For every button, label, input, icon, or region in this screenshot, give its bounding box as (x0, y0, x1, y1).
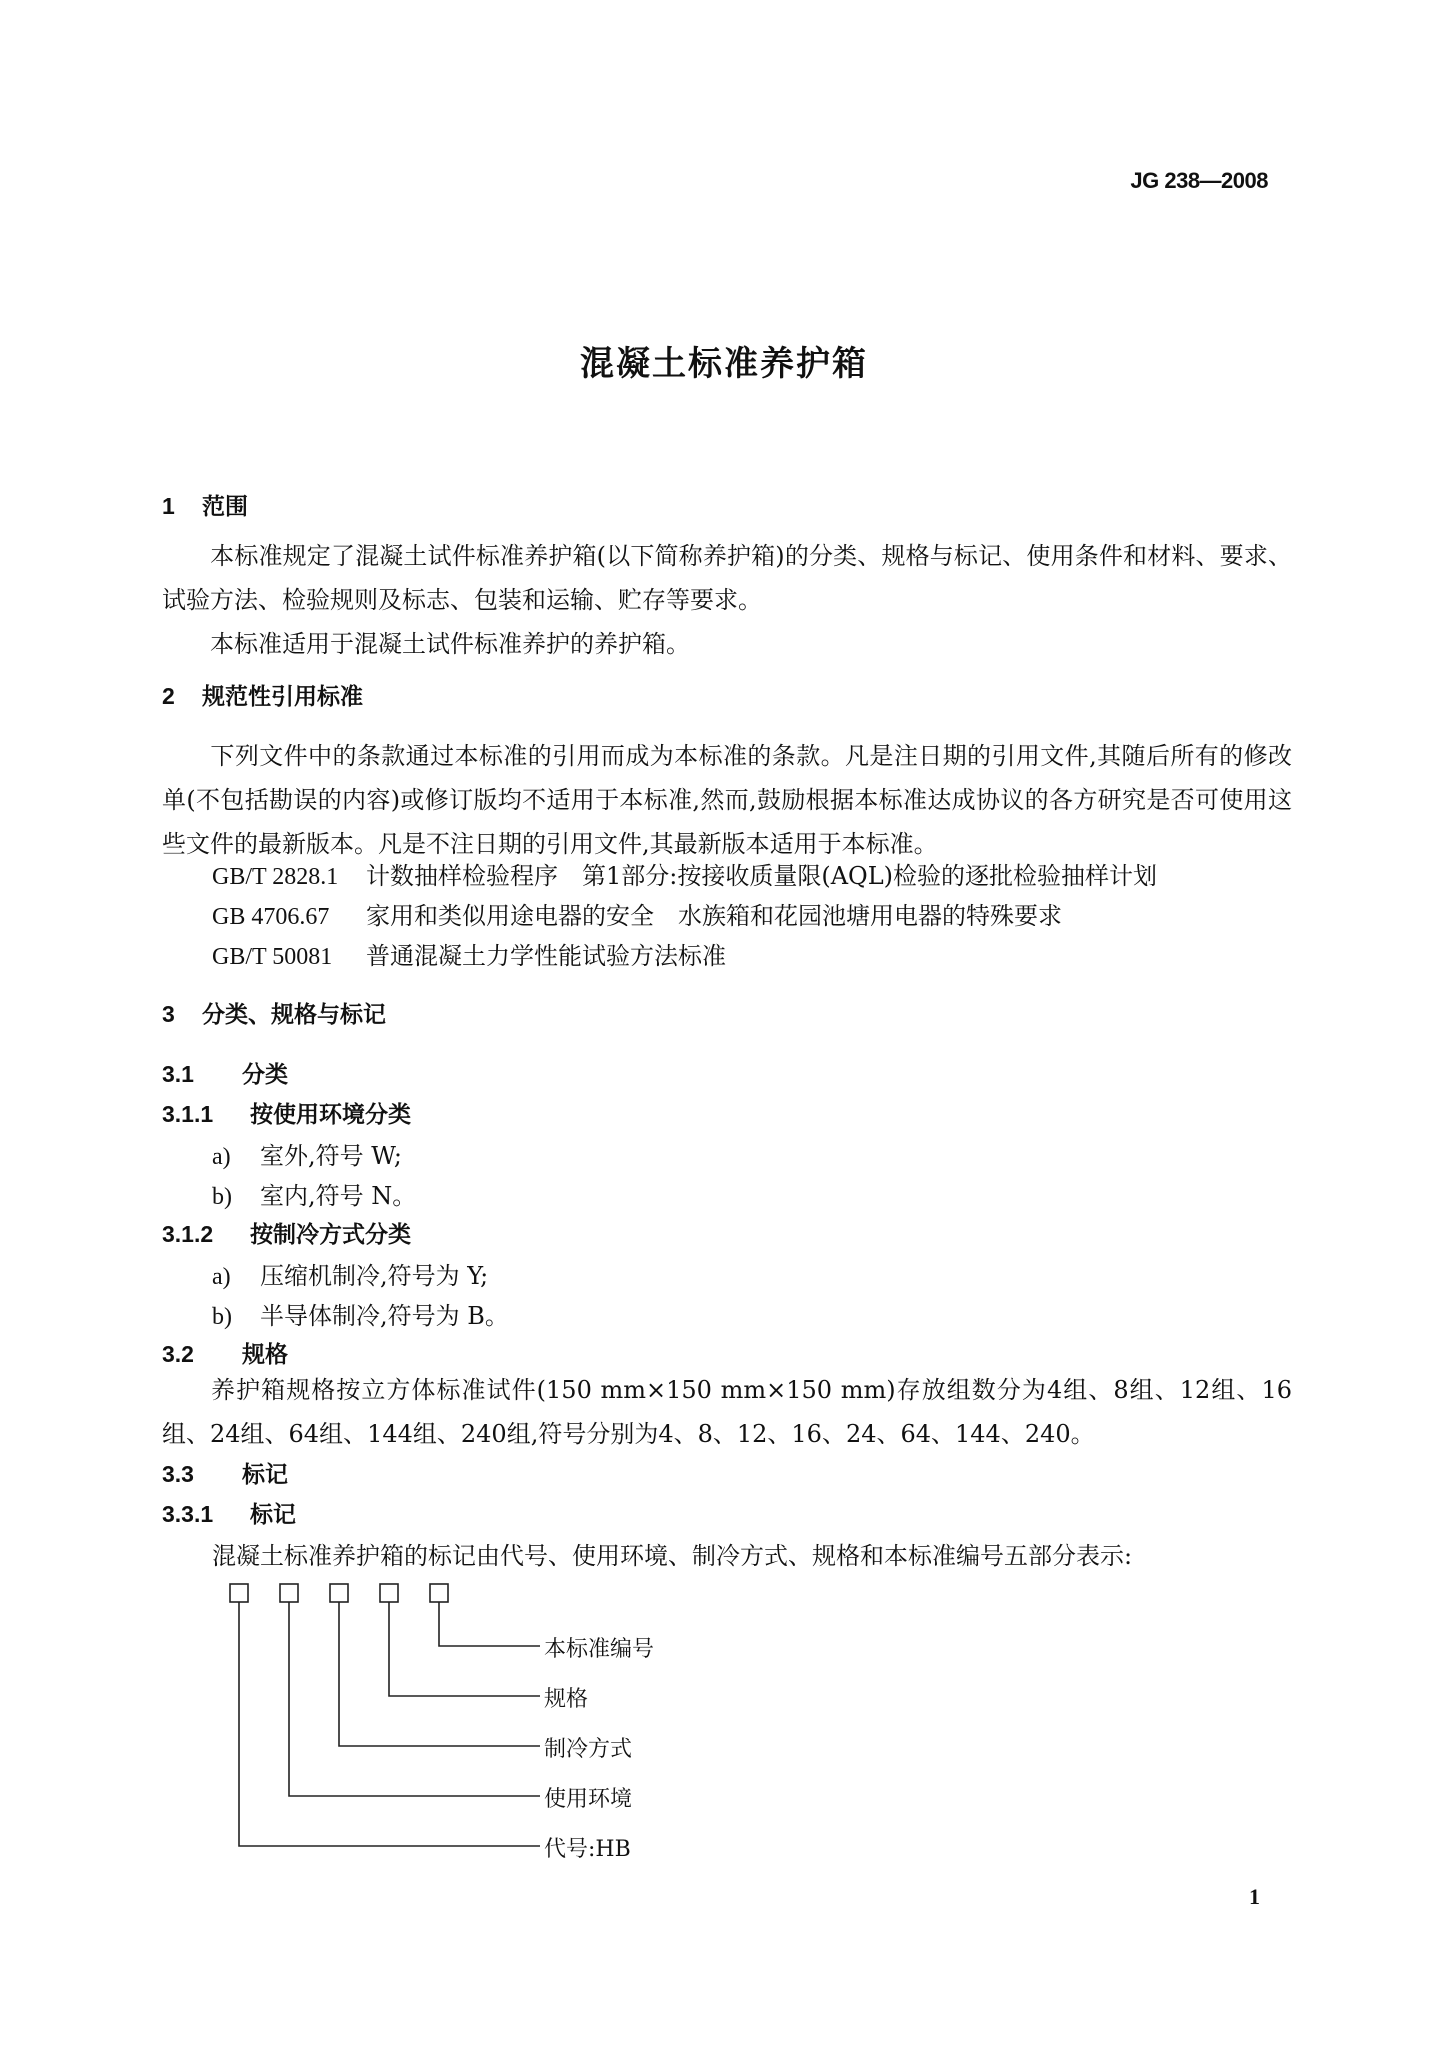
section-title: 分类 (242, 1062, 288, 1088)
reference-item (212, 936, 726, 971)
placeholder-box-environment (280, 1584, 298, 1602)
list-item (212, 1296, 509, 1331)
section-title: 标记 (250, 1502, 296, 1528)
list-item (212, 1256, 488, 1291)
placeholder-box-cooling (330, 1584, 348, 1602)
list-mark: b) (212, 1184, 232, 1210)
subsection-3-1-heading (162, 1056, 288, 1089)
list-text: 压缩机制冷,符号为 Y; (260, 1262, 489, 1290)
section-title: 规格 (242, 1342, 288, 1368)
section-1-heading (162, 488, 248, 521)
subsection-3-1-1-heading (162, 1096, 411, 1129)
section-number: 3.2 (162, 1341, 194, 1367)
list-item (212, 1136, 402, 1171)
paragraph-text: 养护箱规格按立方体标准试件(150 mm×150 mm×150 mm)存放组数分为4组、8组、12组、16组、24组、64组、144组、240组,符号分别为4、8、12、16、24、64、144、240。 (162, 1376, 1292, 1448)
section-number: 3.3 (162, 1461, 194, 1487)
reference-item (212, 856, 1157, 891)
page-number: 1 (1249, 1884, 1260, 1909)
diagram-label-cooling: 制冷方式 (544, 1737, 633, 1762)
list-item (212, 1176, 416, 1211)
standard-code: JG 238—2008 (1130, 168, 1268, 193)
section-number: 2 (162, 683, 175, 709)
diagram-label-code: 代号:HB (544, 1837, 631, 1862)
paragraph-text: 下列文件中的条款通过本标准的引用而成为本标准的条款。凡是注日期的引用文件,其随后所有的修改单(不包括勘误的内容)或修订版均不适用于本标准,然而,鼓励根据本标准达成协议的各方研究是否可使用这些文件的最新版本。凡是不注日期的引用文件,其最新版本适用于本标准。 (162, 742, 1292, 858)
reference-title: 计数抽样检验程序 第1部分:按接收质量限(AQL)检验的逐批检验抽样计划 (366, 862, 1158, 890)
reference-code: GB 4706.67 (212, 904, 330, 930)
subsection-3-1-2-heading (162, 1216, 411, 1249)
designation-diagram (220, 1580, 780, 1870)
diagram-label-environment: 使用环境 (544, 1787, 633, 1812)
section-1-paragraph-2 (162, 622, 1292, 666)
diagram-label-spec: 规格 (544, 1687, 589, 1712)
section-title: 按使用环境分类 (250, 1102, 411, 1128)
section-title: 按制冷方式分类 (250, 1222, 411, 1248)
section-number: 3.1.1 (162, 1101, 214, 1127)
diagram-label-standard-number: 本标准编号 (544, 1637, 655, 1662)
section-2-paragraph-1 (162, 734, 1292, 866)
section-3-heading (162, 996, 386, 1029)
subsection-3-2-paragraph (162, 1368, 1292, 1456)
section-number: 3 (162, 1001, 175, 1027)
list-text: 半导体制冷,符号为 B。 (260, 1302, 509, 1330)
section-2-heading (162, 678, 363, 711)
subsection-3-3-1-paragraph: 混凝土标准养护箱的标记由代号、使用环境、制冷方式、规格和本标准编号五部分表示: (212, 1542, 1133, 1570)
subsection-3-3-1-heading (162, 1496, 296, 1529)
paragraph-text: 本标准适用于混凝土试件标准养护的养护箱。 (210, 630, 690, 658)
placeholder-box-standard-number (430, 1584, 448, 1602)
reference-title: 家用和类似用途电器的安全 水族箱和花园池塘用电器的特殊要求 (366, 902, 1062, 930)
list-mark: a) (212, 1144, 231, 1170)
section-title: 范围 (202, 494, 248, 520)
placeholder-box-spec (380, 1584, 398, 1602)
reference-title: 普通混凝土力学性能试验方法标准 (366, 942, 726, 970)
leader-line-spec (389, 1602, 540, 1696)
section-number: 3.1 (162, 1061, 194, 1087)
reference-code: GB/T 2828.1 (212, 864, 339, 890)
paragraph-text: 本标准规定了混凝土试件标准养护箱(以下简称养护箱)的分类、规格与标记、使用条件和材料、要求、试验方法、检验规则及标志、包装和运输、贮存等要求。 (162, 542, 1292, 614)
list-mark: a) (212, 1264, 231, 1290)
section-number: 1 (162, 493, 175, 519)
subsection-3-2-heading (162, 1336, 288, 1369)
section-number: 3.1.2 (162, 1221, 214, 1247)
section-title: 标记 (242, 1462, 288, 1488)
section-title: 规范性引用标准 (202, 684, 363, 710)
section-title: 分类、规格与标记 (202, 1002, 386, 1028)
placeholder-box-code (230, 1584, 248, 1602)
section-number: 3.3.1 (162, 1501, 214, 1527)
subsection-3-3-heading (162, 1456, 288, 1489)
leader-line-environment (289, 1602, 540, 1796)
reference-item (212, 896, 1062, 931)
list-mark: b) (212, 1304, 232, 1330)
section-1-paragraph-1 (162, 534, 1292, 622)
list-text: 室内,符号 N。 (260, 1182, 417, 1210)
leader-line-standard-number (439, 1602, 540, 1646)
list-text: 室外,符号 W; (260, 1142, 402, 1170)
document-title: 混凝土标准养护箱 (580, 344, 868, 384)
reference-code: GB/T 50081 (212, 944, 333, 970)
